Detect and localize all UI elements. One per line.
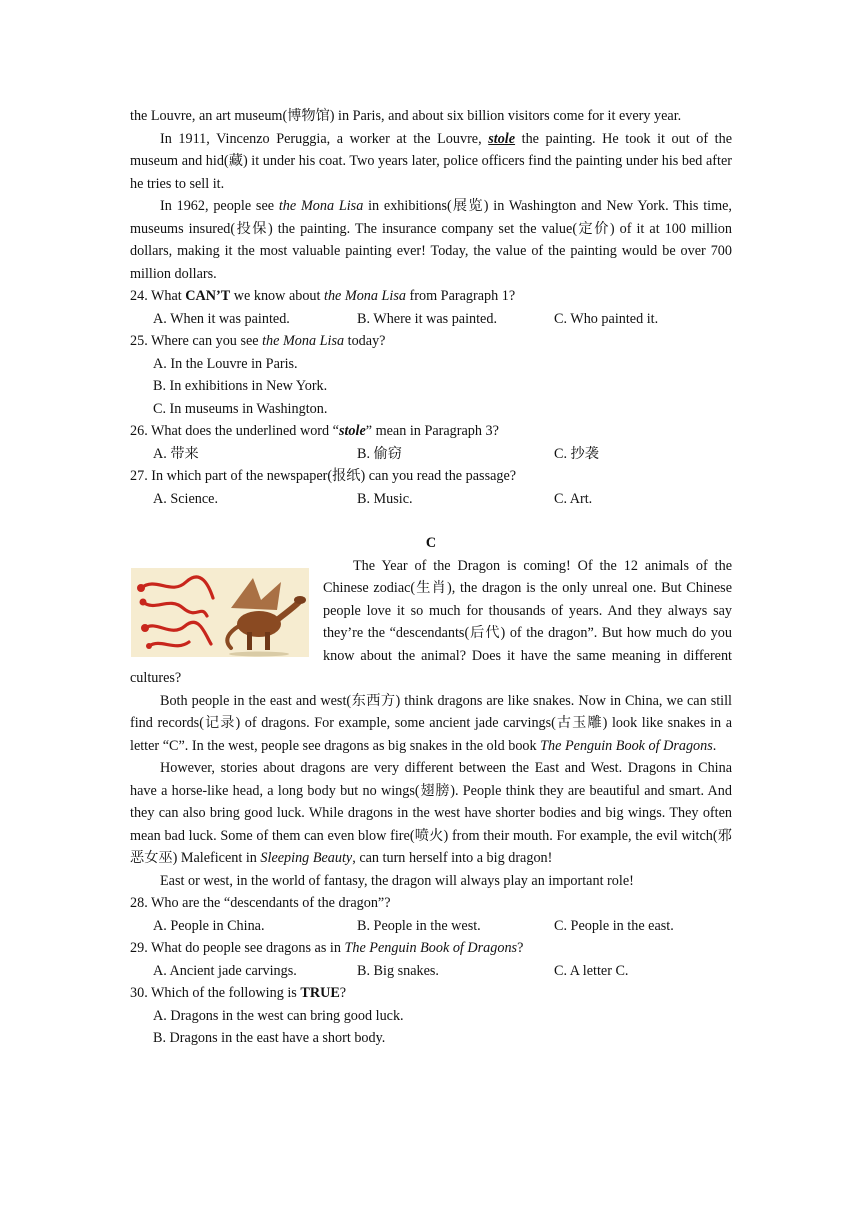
option-b[interactable]: B. People in the west. <box>357 917 481 934</box>
question-29-options <box>153 960 732 983</box>
underlined-word-stole: stole <box>488 130 516 147</box>
movie-title: Sleeping Beauty <box>260 850 353 866</box>
section-c-paragraph-2 <box>130 690 732 758</box>
option-c[interactable]: C. In museums in Washington. <box>153 400 328 417</box>
passage-b-paragraph-4 <box>130 195 732 285</box>
book-title: The Penguin Book of Dragons <box>540 737 713 754</box>
question-italic: The Penguin Book of Dragons <box>344 940 518 956</box>
question-27-options <box>153 488 732 511</box>
section-c-paragraph-1 <box>130 555 732 690</box>
question-26 <box>130 420 732 443</box>
option-b[interactable]: B. Music. <box>357 490 413 507</box>
question-28-options <box>153 915 732 938</box>
option-c[interactable]: C. People in the east. <box>554 917 674 934</box>
dragon-illustration-icon <box>131 568 309 657</box>
section-c-paragraph-3 <box>130 757 732 870</box>
section-c-paragraph-4: East or west, in the world of fantasy, the dragon will always play an important role! <box>160 872 634 889</box>
question-24 <box>130 285 732 308</box>
paragraph-text: . <box>712 737 717 754</box>
question-30 <box>130 982 732 1005</box>
option-b[interactable]: B. Big snakes. <box>357 962 439 979</box>
document-page <box>130 105 732 1050</box>
option-c[interactable]: C. 抄袭 <box>554 445 599 462</box>
question-italic: the Mona Lisa <box>324 288 406 304</box>
question-26-options <box>153 443 732 466</box>
section-heading-c: C <box>425 535 437 551</box>
question-27: 27. In which part of the newspaper(报纸) can you read the passage? <box>130 468 517 484</box>
question-25 <box>130 330 732 353</box>
question-bold: CAN’T <box>185 288 231 304</box>
question-text: 30. Which of the following is <box>130 985 301 1001</box>
paragraph-text: In 1911, Vincenzo Peruggia, a worker at the Louvre, <box>160 130 489 147</box>
paragraph-text: , can turn herself into a big dragon! <box>352 850 553 866</box>
italic-title: the Mona Lisa <box>278 198 364 214</box>
question-italic: the Mona Lisa <box>262 333 345 349</box>
paragraph-text: However, stories about dragons are very different between the East and West. Dragons in China have a horse-like head, a long body but no wings(翅膀). People think they are beautiful and smart. And they can also bring good luck. While dragons in the west have shorter bodies and big wings. They often mean bad luck. Some of them can even blow fire(喷火) from their mouth. For example, the evil witch(邪恶女巫) Maleficent in <box>130 760 732 866</box>
option-c[interactable]: C. A letter C. <box>554 962 629 979</box>
passage-b-paragraph-3 <box>130 128 732 196</box>
option-c[interactable]: C. Who painted it. <box>554 310 659 327</box>
question-bold: TRUE <box>300 985 340 1001</box>
question-28: 28. Who are the “descendants of the dragon”? <box>130 895 391 911</box>
option-b[interactable]: B. Dragons in the east have a short body. <box>153 1030 386 1046</box>
paragraph-text: In 1962, people see <box>160 198 279 214</box>
question-text: from Paragraph 1? <box>406 288 516 304</box>
section-c-paragraph-1-wrap <box>130 555 732 690</box>
option-a[interactable]: A. Science. <box>153 490 219 507</box>
dragon-image <box>131 568 309 657</box>
question-text: 24. What <box>130 288 186 304</box>
paragraph-text: Both people in the east and west(东西方) think dragons are like snakes. Now in China, we can still find records(记录) of dragons. For example, some ancient jade carvings(古玉雕) look like snakes in a letter “C”. In the west, people see dragons as big snakes in the old book <box>130 692 732 754</box>
question-text: ? <box>517 940 524 956</box>
question-24-options <box>153 308 732 331</box>
option-b[interactable]: B. In exhibitions in New York. <box>153 378 328 394</box>
paragraph-text: in exhibitions(展览) in Washington and New York. This time, museums insured(投保) the painting. The insurance company set the value(定价) of it at 100 million dollars, making it the most valuable painting ever! Today, the value of the painting would be over 700 million dollars. <box>130 198 732 282</box>
option-a[interactable]: A. Ancient jade carvings. <box>153 962 297 979</box>
option-a[interactable]: A. In the Louvre in Paris. <box>153 355 298 372</box>
paragraph-text: the painting. He took it out of the museum and hid(藏) it under his coat. Two years later, police officers find the painting under his bed after he tries to sell it. <box>130 130 733 192</box>
option-a[interactable]: A. 带来 <box>153 445 199 462</box>
option-c[interactable]: C. Art. <box>554 490 593 507</box>
question-text: we know about <box>230 288 325 304</box>
option-b[interactable]: B. Where it was painted. <box>357 310 497 327</box>
question-29 <box>130 937 732 960</box>
question-text: ” mean in Paragraph 3? <box>365 423 499 439</box>
question-word: stole <box>338 423 366 439</box>
option-a[interactable]: A. People in China. <box>153 917 265 934</box>
option-b[interactable]: B. 偷窃 <box>357 445 402 462</box>
question-text: 29. What do people see dragons as in <box>130 940 345 956</box>
option-a[interactable]: A. When it was painted. <box>153 310 290 327</box>
option-a[interactable]: A. Dragons in the west can bring good luck. <box>153 1007 404 1024</box>
question-text: 26. What does the underlined word “ <box>130 423 339 439</box>
paragraph-text: The Year of the Dragon is coming! Of the 12 animals of the Chinese zodiac(生肖), the dragon is the only unreal one. But Chinese people love it so much for thousands of years. And they always say they’re the “descendants(后代) of the dragon”. But how much do you know about the animal? Does it have the same meaning in different cultures? <box>130 557 732 686</box>
question-text: ? <box>339 985 347 1001</box>
passage-b-intro: the Louvre, an art museum(博物馆) in Paris, and about six billion visitors come for it every year. <box>130 108 682 124</box>
question-text: 25. Where can you see <box>130 333 263 349</box>
question-text: today? <box>344 333 386 349</box>
